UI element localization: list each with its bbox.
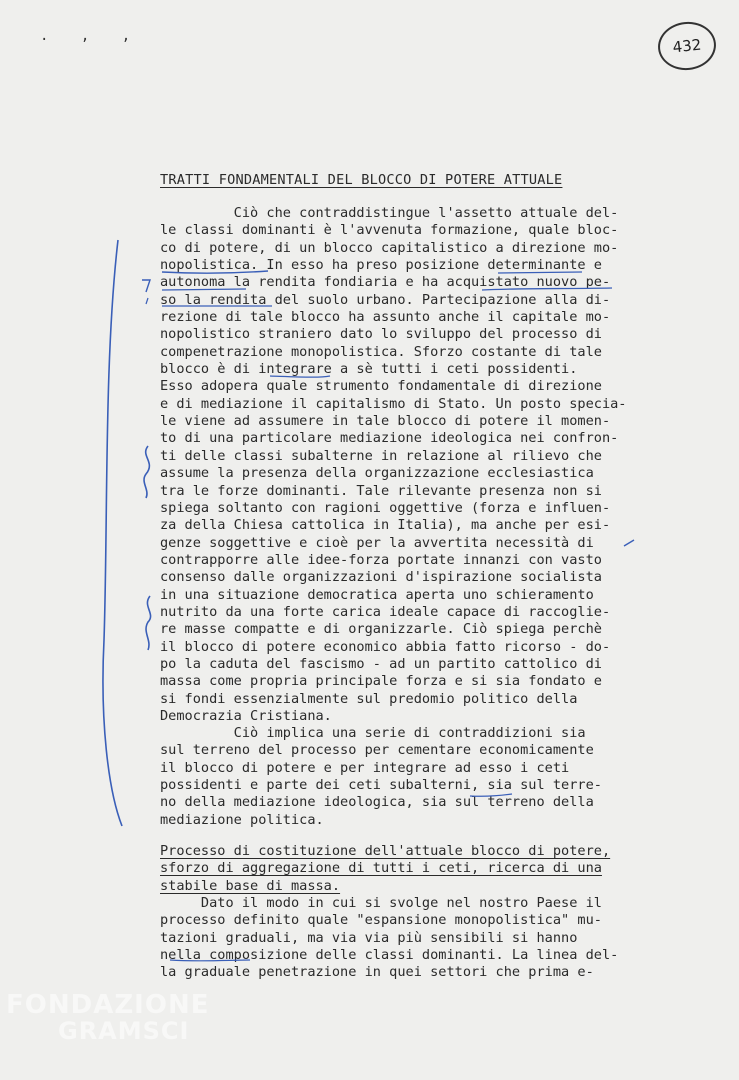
top-marks: . , ,: [40, 28, 143, 44]
paragraph-3: Dato il modo in cui si svolge nel nostro Paese il processo definito quale "espansione monopolistica" mu- tazioni graduali, ma via via più sensibili si hanno nella composizione delle classi dominanti. La linea del- la graduale penetrazione in quei settori che prima e-: [160, 895, 619, 981]
margin-bracket-line: [103, 240, 122, 826]
paragraph-2: Ciò implica una serie di contraddizioni sia sul terreno del processo per cementare economicamente il blocco di potere e per integrare ad esso i ceti possidenti e parte dei ceti subalterni, sia sul terre- no della mediazione ideologica, sia sul terreno della mediazione politica.: [160, 725, 602, 828]
margin-curl-1: [144, 446, 149, 498]
watermark-line-1: FONDAZIONE: [6, 990, 210, 1020]
page-number-circle: [656, 19, 719, 73]
margin-tick-7: [142, 280, 150, 292]
document-title: TRATTI FONDAMENTALI DEL BLOCCO DI POTERE ATTUALE: [160, 172, 563, 188]
watermark-logo: [6, 992, 209, 1044]
page-number: 432: [671, 35, 703, 57]
watermark-line-2: GRAMSCI: [58, 1017, 190, 1045]
margin-curl-2: [146, 596, 151, 650]
paragraph-1: Ciò che contraddistingue l'assetto attuale del- le classi dominanti è l'avvenuta formazione, quale bloc- co di potere, di un blocco capitalistico a direzione mo- nopolistica. In esso ha preso posizione determinante e autonoma la rendita fondiaria e ha acquistato nuovo pe- so la rendita del suolo urbano. Partecipazione alla di- rezione di tale blocco ha assunto anche il capitale mo- nopolistico straniero dato lo sviluppo del processo di compenetrazione monopolistica. Sforzo costante di tale blocco è di integrare a sè tutti i ceti possidenti. Esso adopera quale strumento fondamentale di direzione e di mediazione il capitalismo di Stato. Un posto specia- le viene ad assumere in tale blocco di potere il momen- to di una particolare mediazione ideologica nei confron- ti delle classi subalterne in relazione al rilievo che assume la presenza della organizzazione ecclesiastica tra le forze dominanti. Tale rilevante presenza non si spiega soltanto con ragioni oggettive (forza e influen- za della Chiesa cattolica in Italia), ma anche per esi- genze soggettive e cioè per la avvertita necessità di contrapporre alle idee-forza portate innanzi con vasto consenso dalle organizzazioni d'ispirazione socialista in una situazione democratica aperta uno schieramento nutrito da una forte carica ideale capace di raccoglie- re masse compatte e di organizzarle. Ciò spiega perchè il blocco di potere economico abbia fatto ricorso - do- po la caduta del fascismo - ad un partito cattolico di massa come propria principale forza e si sia fondato e si fondi essenzialmente sul predomio politico della Democrazia Cristiana.: [160, 205, 627, 724]
margin-tick: [146, 298, 148, 304]
section-subtitle: Processo di costituzione dell'attuale blocco di potere, sforzo di aggregazione di tutti i ceti, ricerca di una stabile base di massa.: [160, 843, 611, 894]
